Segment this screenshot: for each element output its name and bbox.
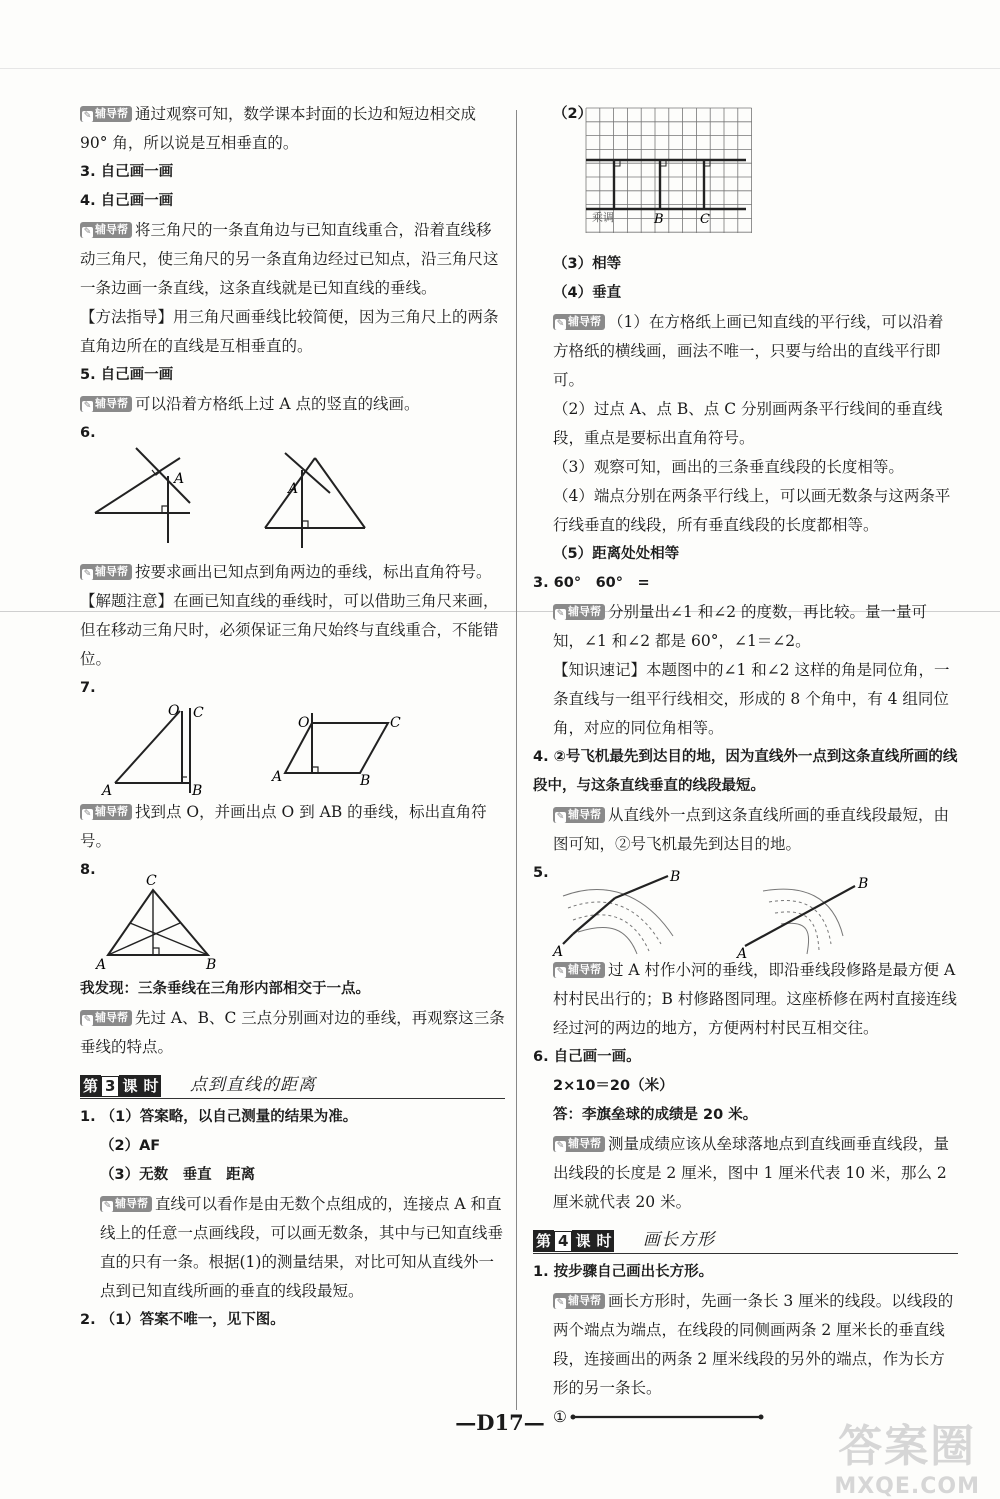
help-paragraph-4: （4）端点分别在两条平行线上，可以画无数条与这两条平行线垂直的线段，所有垂直线段的长度都相等。: [553, 487, 951, 534]
book-icon: ✎: [556, 609, 565, 619]
answer: 答：李旗垒球的成绩是 20 米。: [553, 1107, 758, 1123]
help-paragraph: ✎ 辅导帮 （1）在方格纸上画已知直线的平行线，可以沿着方格纸的横线画，画法不唯一，只要与给出的直线平行即可。: [553, 313, 944, 389]
help-badge: ✎ 辅导帮: [80, 106, 132, 122]
question-5: 5. 自己画一画: [80, 367, 174, 383]
label-B: B: [192, 783, 203, 799]
figure-q6: [80, 448, 505, 558]
section-title: 点到直线的距离: [190, 1075, 316, 1095]
question-4: 4. 自己画一画: [80, 193, 174, 209]
s3-question-2: 2. （1）答案不唯一，见下图。: [80, 1312, 285, 1328]
book-icon: ✎: [556, 319, 565, 329]
label-A: A: [288, 481, 299, 497]
q2-part3: （3）相等: [553, 256, 622, 272]
calculation: 2×10＝20（米）: [553, 1078, 674, 1094]
grid-figure: [578, 108, 753, 248]
help-paragraph: ✎ 辅导帮 分别量出∠1 和∠2 的度数，再比较。量一量可知，∠1 和∠2 都是 60°，∠1＝∠2。: [553, 603, 928, 650]
question-6: 6. 自己画一画。: [533, 1049, 641, 1065]
help-paragraph: ✎ 辅导帮 直线可以看作是由无数个点组成的，连接点 A 和直线上的任意一点画线段，可以画无数条，其中与已知直线垂直的只有一条。根据(1)的测量结果，对比可知从直线外一点到已知直线所画的垂直的线段最短。: [100, 1195, 504, 1300]
q2-part4: （4）垂直: [553, 285, 622, 301]
watermark-logo: 答案圈: [838, 1421, 977, 1472]
book-icon: ✎: [83, 401, 92, 411]
book-icon: ✎: [556, 967, 565, 977]
help-paragraph: ✎ 辅导帮 找到点 O，并画出点 O 到 AB 的垂线，标出直角符号。: [80, 803, 487, 850]
book-icon: ✎: [83, 809, 92, 819]
book-icon: ✎: [83, 1015, 92, 1025]
method-note: 【方法指导】用三角尺画垂线比较简便，因为三角尺上的两条直角边所在的直线是互相垂直的。: [80, 308, 499, 355]
lesson-box: 第 4 课 时: [533, 1227, 614, 1256]
label-O: O: [298, 715, 310, 731]
section-header-lesson-3: [80, 1068, 505, 1099]
help-paragraph: ✎ 辅导帮 可以沿着方格纸上过 A 点的竖直的线画。: [80, 390, 505, 419]
help-paragraph: ✎ 辅导帮 过 A 村作小河的垂线，即沿垂线段修路是最方便 A 村村民出行的；B 村修路图同理。这座桥修在两村直接连线经过河的两边的地方，方便两村村民互相交往。: [553, 961, 957, 1037]
finding: 我发现：三条垂线在三角形内部相交于一点。: [80, 981, 370, 997]
book-icon: ✎: [556, 1141, 565, 1151]
fold-line-top: [0, 68, 1000, 69]
book-icon: ✎: [83, 569, 92, 579]
solve-note: 【解题注意】在画已知直线的垂线时，可以借助三角尺来画，但在移动三角尺时，必须保证三角尺始终与直线重合，不能错位。: [80, 592, 499, 668]
label-C: C: [390, 715, 401, 731]
label-C: C: [700, 212, 710, 227]
grid-figure-block: [533, 100, 958, 250]
section-title: 画长方形: [643, 1230, 715, 1250]
label-A: A: [96, 957, 107, 973]
help-paragraph: ✎ 辅导帮 通过观察可知，数学课本封面的长边和短边相交成 90° 角，所以说是互相垂直的。: [80, 105, 477, 152]
book-icon: ✎: [103, 1201, 112, 1211]
watermark: [834, 1410, 980, 1499]
left-column: [80, 100, 505, 1335]
q2-part2: （2）: [553, 106, 593, 122]
help-paragraph-3: （3）观察可知，画出的三条垂直线段的长度相等。: [553, 458, 904, 476]
column-divider: [516, 110, 517, 1410]
question-7: 7.: [80, 680, 96, 696]
label-A: A: [737, 946, 748, 962]
question-8: 8.: [80, 862, 96, 878]
help-paragraph: ✎ 辅导帮 先过 A、B、C 三点分别画对边的垂线，再观察这三条垂线的特点。: [80, 1009, 505, 1056]
label-C: C: [193, 705, 204, 721]
label-C: C: [146, 873, 157, 889]
question-5: 5.: [533, 865, 549, 881]
help-paragraph-2: （2）过点 A、点 B、点 C 分别画两条平行线间的垂直线段，重点是要标出直角符号。: [553, 400, 943, 447]
figure-q7: [80, 703, 505, 798]
help-paragraph: ✎ 辅导帮 画长方形时，先画一条长 3 厘米的线段。以线段的两个端点为端点，在线段的同侧画两条 2 厘米长的垂直线段，连接画出的两条 2 厘米线段的另外的端点，作为长方形的另一条长。: [553, 1292, 954, 1397]
question-3: 3. 自己画一画: [80, 164, 174, 180]
grid-tag: 乘调: [592, 211, 614, 224]
right-column: [533, 100, 958, 1427]
help-paragraph: ✎ 辅导帮 测量成绩应该从垒球落地点到直线画垂直线段，量出线段的长度是 2 厘米，图中 1 厘米代表 10 米，那么 2 厘米就代表 20 米。: [553, 1135, 950, 1211]
label-B: B: [654, 212, 664, 227]
book-icon: ✎: [556, 1298, 565, 1308]
figure-river: [533, 869, 958, 962]
label-A: A: [553, 944, 564, 960]
label-B: B: [670, 869, 681, 885]
s4-question-1: 1. 按步骤自己画出长方形。: [533, 1264, 714, 1280]
watermark-url: MXQE.COM: [834, 1474, 980, 1499]
label-A: A: [102, 783, 113, 799]
s3-question-1: 1. （1）答案略，以自己测量的结果为准。: [80, 1109, 358, 1125]
label-B: B: [858, 876, 869, 892]
help-paragraph: ✎ 辅导帮 将三角尺的一条直角边与已知直线重合，沿着直线移动三角尺，使三角尺的另一条直角边经过已知点，沿三角尺这一条边画一条直线，这条直线就是已知直线的垂线。: [80, 221, 499, 297]
label-O: O: [168, 703, 180, 719]
page-number: —D17—: [455, 1410, 545, 1435]
s3-question-1-2: （2）AF: [100, 1138, 161, 1154]
figure-q8: [80, 873, 505, 975]
label-B: B: [206, 957, 217, 973]
book-icon: ✎: [83, 111, 92, 121]
question-3: 3. 60° 60° =: [533, 575, 650, 591]
help-paragraph: ✎ 辅导帮 按要求画出已知点到角两边的垂线，标出直角符号。: [80, 558, 505, 587]
s3-question-1-3: （3）无数 垂直 距离: [100, 1167, 256, 1183]
book-icon: ✎: [83, 227, 92, 237]
label-A: A: [272, 769, 283, 785]
label-B: B: [360, 773, 371, 789]
section-header-lesson-4: [533, 1223, 958, 1254]
label-A: A: [174, 471, 185, 487]
question-6: 6.: [80, 425, 96, 441]
question-4: 4. ②号飞机最先到达目的地，因为直线外一点到这条直线所画的线段中，与这条直线垂直的线段最短。: [533, 749, 958, 794]
step-number: ①: [553, 1408, 567, 1426]
help-paragraph: ✎ 辅导帮 从直线外一点到这条直线所画的垂直线段最短，由图可知，②号飞机最先到达目的地。: [553, 806, 950, 853]
book-icon: ✎: [556, 812, 565, 822]
q2-part5: （5）距离处处相等: [553, 546, 680, 562]
knowledge-note: 【知识速记】本题图中的∠1 和∠2 这样的角是同位角，一条直线与一组平行线相交，形成的 8 个角中，有 4 组同位角，对应的同位角相等。: [553, 661, 950, 737]
lesson-box: 第 3 课 时: [80, 1072, 161, 1101]
